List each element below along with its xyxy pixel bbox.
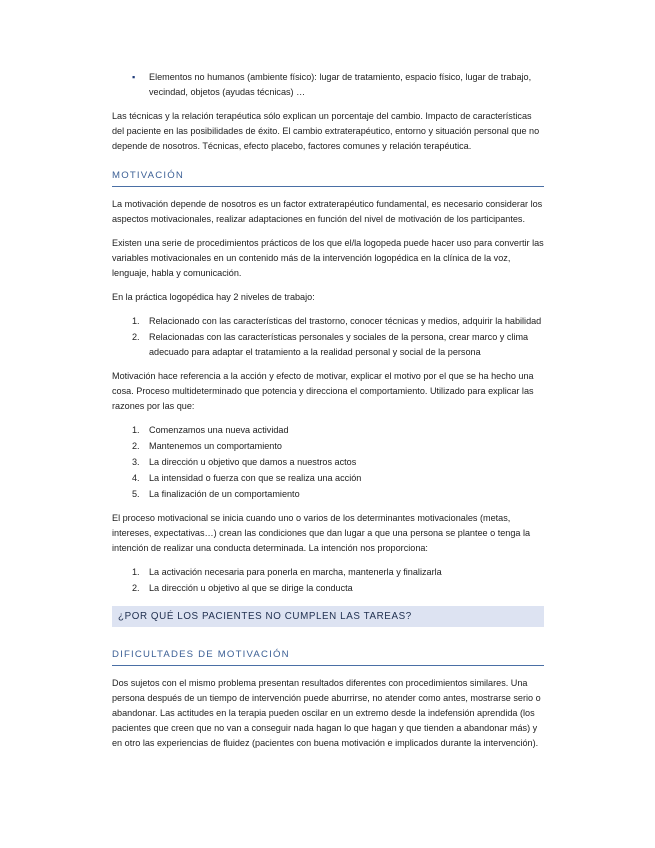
list-number: 4.: [132, 473, 140, 483]
list-number: 3.: [132, 457, 140, 467]
paragraph: En la práctica logopédica hay 2 niveles de trabajo:: [112, 292, 315, 302]
list-item: [112, 423, 544, 438]
proporciona-list: [112, 565, 544, 596]
list-item: [112, 471, 544, 486]
list-item: [112, 314, 544, 329]
pregunta-heading-band: [112, 606, 544, 627]
paragraph: Dos sujetos con el mismo problema presentan resultados diferentes con procedimientos similares. Una persona después de un tiempo de intervención puede aburrirse, no atender como antes, mostrarse serio o abandonar. Las actitudes en la terapia pueden oscilar en un extremo desde la indefensión aprendida (los pacientes que creen que no van a conseguir nada hagan lo que hagan y que tienden a abandonar más) y en otro las experiencias de fluidez (pacientes con buena motivación e implicados durante la intervención).: [112, 678, 541, 748]
intro-bullet-list: [112, 70, 544, 100]
section-title: DIFICULTADES DE MOTIVACIÓN: [112, 649, 290, 660]
list-number: 1.: [132, 425, 140, 435]
list-number: 5.: [132, 489, 140, 499]
list-item-text: Comenzamos una nueva actividad: [149, 425, 289, 435]
list-item-text: La intensidad o fuerza con que se realiza una acción: [149, 473, 362, 483]
paragraph: Motivación hace referencia a la acción y efecto de motivar, explicar el motivo por el que se ha hecho una cosa. Proceso multideterminado que potencia y direcciona el comportamiento. Utilizado para explicar las razones por las que:: [112, 371, 534, 411]
section-title: ¿POR QUÉ LOS PACIENTES NO CUMPLEN LAS TAREAS?: [118, 611, 412, 622]
list-item: [112, 487, 544, 502]
list-item: [112, 330, 544, 360]
paragraph: La motivación depende de nosotros es un factor extraterapéutico fundamental, es necesario considerar los aspectos motivacionales, realizar adaptaciones en función del nivel de motivación de los participantes.: [112, 199, 543, 224]
list-item: [112, 439, 544, 454]
list-item: [112, 565, 544, 580]
list-item: [112, 455, 544, 470]
dificultades-section-header: [112, 647, 544, 666]
list-number: 2.: [132, 583, 140, 593]
list-item-text: La dirección u objetivo que damos a nuestros actos: [149, 457, 357, 467]
paragraph: Existen una serie de procedimientos prácticos de los que el/la logopeda puede hacer uso para convertir las variables motivacionales en un contenido más de la intervención logopédica en la clínica de la voz, lenguaje, habla y comunicación.: [112, 238, 544, 278]
list-item-text: La activación necesaria para ponerla en marcha, mantenerla y finalizarla: [149, 567, 442, 577]
list-item-text: La finalización de un comportamiento: [149, 489, 300, 499]
list-item-text: La dirección u objetivo al que se dirige la conducta: [149, 583, 353, 593]
list-item-text: Relacionadas con las características personales y sociales de la persona, crear marco y clima adecuado para adaptar el tratamiento a la realidad personal y social de la persona: [149, 332, 529, 357]
list-item: [112, 581, 544, 596]
list-item-text: Elementos no humanos (ambiente físico): lugar de tratamiento, espacio físico, lugar de trabajo, vecindad, objetos (ayudas técnicas) …: [149, 72, 532, 97]
razones-list: [112, 423, 544, 502]
intro-paragraph: Las técnicas y la relación terapéutica sólo explican un porcentaje del cambio. Impacto de características del paciente en las posibilidades de éxito. El cambio extraterapéutico, entorno y situación personal que no depende de nosotros. Técnicas, efecto placebo, factores comunes y relación terapéutica.: [112, 111, 540, 151]
list-number: 2.: [132, 441, 140, 451]
list-item: [112, 70, 544, 100]
bullet-icon: ▪: [132, 72, 136, 82]
section-title: MOTIVACIÓN: [112, 170, 185, 181]
motivacion-section-header: [112, 168, 544, 187]
page-content: [112, 70, 544, 760]
list-number: 1.: [132, 316, 140, 326]
list-number: 1.: [132, 567, 140, 577]
paragraph: El proceso motivacional se inicia cuando uno o varios de los determinantes motivacionales (metas, intereses, expectativas…) crean las condiciones que dan lugar a que una persona se plantee o tenga la intención de realizar una conducta determinada. La intención nos proporciona:: [112, 513, 531, 553]
list-item-text: Relacionado con las características del trastorno, conocer técnicas y medios, adquirir la habilidad: [149, 316, 542, 326]
list-number: 2.: [132, 332, 140, 342]
niveles-list: [112, 314, 544, 360]
list-item-text: Mantenemos un comportamiento: [149, 441, 282, 451]
